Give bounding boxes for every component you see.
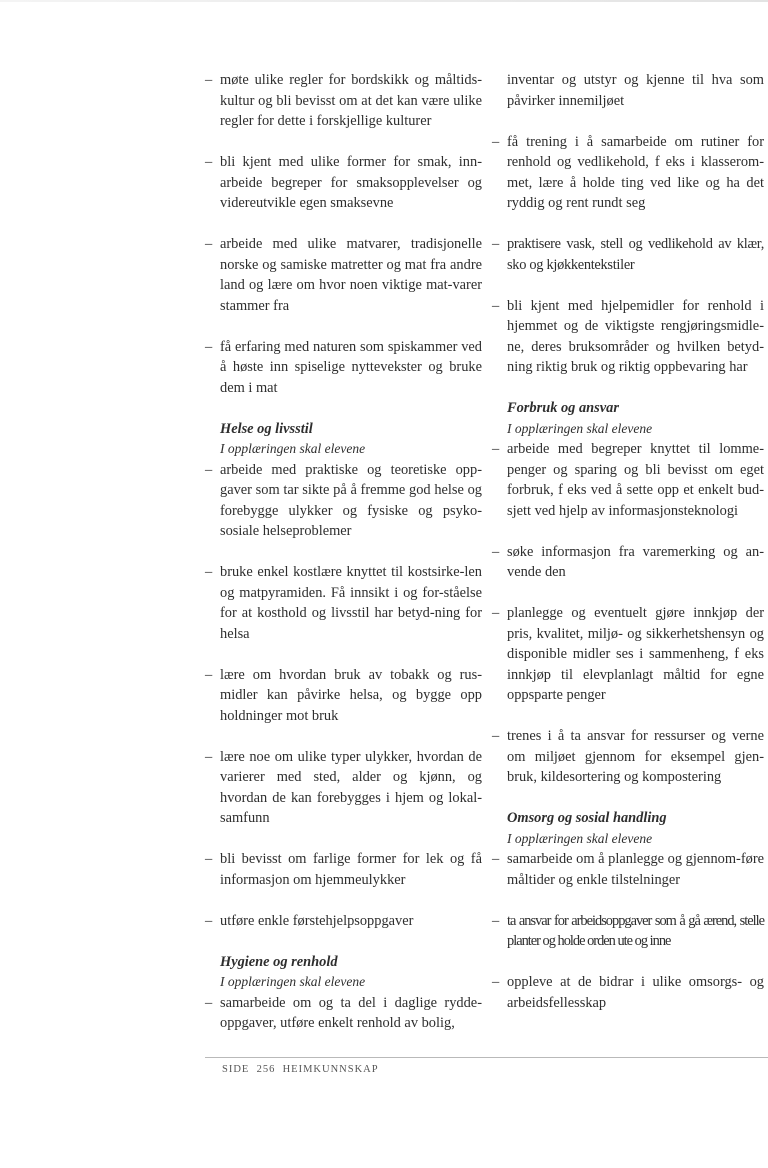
section-subheading: I opplæringen skal elevene	[507, 830, 653, 846]
bullet-dash: –	[205, 851, 213, 867]
bullet-dash: –	[205, 994, 213, 1011]
list-item	[205, 460, 482, 542]
list-item	[492, 849, 764, 890]
list-item	[492, 726, 764, 788]
list-item	[205, 911, 482, 932]
list-item-text: bli kjent med hjelpemidler for renhold i hjemmet og de viktigste rengjøringsmidle-ne, deres bruksområder og hvilken betyd-ning riktig bruk og riktig oppbevaring har	[507, 297, 764, 375]
bullet-dash: –	[205, 236, 213, 252]
page-footer: SIDE 256 HEIMKUNNSKAP	[222, 1064, 379, 1075]
bullet-dash: –	[492, 297, 500, 314]
list-item-text: ta ansvar for arbeidsoppgaver som å gå ærend, stelle planter og holde orden ute og inne	[507, 912, 764, 949]
section-heading-helse: Helse og livsstil	[220, 420, 313, 437]
bullet-dash: –	[492, 236, 499, 252]
list-item-text: lære noe om ulike typer ulykker, hvordan de varierer med sted, alder og kjønn, og hvordan de kan forebygges i hjem og lokal-samfunn	[220, 748, 482, 826]
list-item	[492, 234, 764, 275]
bullet-dash: –	[492, 728, 500, 744]
list-item	[205, 70, 482, 132]
list-item-text: bli bevisst om farlige former for lek og få informasjon om hjemmeulykker	[220, 851, 482, 888]
bullet-dash: –	[205, 912, 213, 929]
list-item-text: arbeide med praktiske og teoretiske opp-gaver som tar sikte på å fremme god helse og forebygge ulykker og fysiske og psyko-sosiale helseproblemer	[220, 461, 482, 539]
section-subheading: I opplæringen skal elevene	[507, 420, 653, 436]
list-item	[492, 542, 764, 583]
list-item-text: oppleve at de bidrar i ulike omsorgs- og arbeidsfellesskap	[507, 974, 764, 1011]
bullet-dash: –	[205, 748, 213, 765]
list-item-text: arbeide med ulike matvarer, tradisjonelle norske og samiske matretter og mat fra andre land og lære om hvor noen viktige mat-varer stammer fra	[220, 236, 482, 314]
list-item-text: få trening i å samarbeide om rutiner for renhold og vedlikehold, f eks i klasserom-met, lære å holde ting ved like og ha det ryddig og rent rundt seg	[507, 133, 764, 211]
bullet-dash: –	[492, 441, 500, 457]
left-column	[205, 70, 482, 1054]
bullet-dash: –	[205, 461, 213, 478]
bullet-dash: –	[492, 133, 500, 150]
footer-rule	[205, 1057, 768, 1058]
list-item	[492, 132, 764, 214]
section-heading-hygiene: Hygiene og renhold	[220, 953, 338, 970]
bullet-dash: –	[205, 666, 213, 683]
continued-text: inventar og utstyr og kjenne til hva som påvirker innemiljøet	[507, 72, 764, 109]
list-item	[205, 152, 482, 214]
page-top-edge	[0, 0, 768, 2]
bullet-dash: –	[492, 974, 500, 990]
list-item	[492, 296, 764, 378]
list-item-text: samarbeide om og ta del i daglige rydde-oppgaver, utføre enkelt renhold av bolig,	[220, 994, 482, 1031]
list-item-text: møte ulike regler for bordskikk og måltids-kultur og bli bevisst om at det kan være ulike regler for dette i forskjellige kulturer	[220, 72, 482, 129]
list-item-text: få erfaring med naturen som spiskammer ved å høste inn spiselige nyttevekster og bruke dem i mat	[220, 338, 482, 396]
list-item	[492, 603, 764, 706]
list-item	[205, 747, 482, 829]
section-heading-forbruk: Forbruk og ansvar	[507, 400, 619, 416]
list-item-text: arbeide med begreper knyttet til lomme-penger og sparing og bli bevisst om eget forbruk, f eks ved å sette opp et enkelt bud-sjett ved hjelp av informasjonsteknologi	[507, 441, 764, 519]
list-item-text: søke informasjon fra varemerking og an-vende den	[507, 543, 764, 580]
list-item-text: lære om hvordan bruk av tobakk og rus-midler kan påvirke helsa, og bygge opp holdninger mot bruk	[220, 666, 482, 724]
bullet-dash: –	[492, 912, 499, 929]
list-item	[205, 993, 482, 1034]
bullet-dash: –	[205, 154, 213, 170]
list-item	[205, 337, 482, 399]
list-item	[492, 439, 764, 521]
section-subheading: I opplæringen skal elevene	[220, 441, 366, 456]
list-item	[492, 911, 764, 952]
list-item-text: bli kjent med ulike former for smak, inn-arbeide begreper for smaksopplevelser og videreutvikle egen smaksevne	[220, 154, 482, 211]
list-item-text: bruke enkel kostlære knyttet til kostsirke-len og matpyramiden. Få innsikt i og for-ståelse for at kosthold og livsstil har betyd-ning for helsa	[220, 564, 482, 642]
bullet-dash: –	[492, 605, 500, 621]
section-subheading: I opplæringen skal elevene	[220, 974, 366, 989]
list-item	[205, 665, 482, 727]
list-item	[205, 562, 482, 644]
bullet-dash: –	[492, 543, 500, 560]
list-item	[205, 234, 482, 316]
list-item-text: praktisere vask, stell og vedlikehold av klær, sko og kjøkkentekstiler	[507, 236, 764, 273]
list-item-text: samarbeide om å planlegge og gjennom-føre måltider og enkle tilstelninger	[507, 851, 764, 888]
section-heading-omsorg: Omsorg og sosial handling	[507, 810, 667, 826]
list-item-text: planlegge og eventuelt gjøre innkjøp der pris, kvalitet, miljø- og sikkerhetshensyn og disponible midler ses i sammenheng, f eks innkjøp til elevplanlagt måltid for egne oppsparte penger	[507, 605, 764, 703]
bullet-dash: –	[205, 564, 213, 580]
list-item-text: utføre enkle førstehjelpsoppgaver	[220, 912, 414, 929]
list-item	[492, 972, 764, 1013]
right-column	[492, 70, 764, 1034]
list-item	[205, 849, 482, 890]
bullet-dash: –	[205, 72, 213, 88]
bullet-dash: –	[205, 338, 213, 355]
list-item-text: trenes i å ta ansvar for ressurser og verne om miljøet gjennom for eksempel gjen-bruk, kildesortering og kompostering	[507, 728, 764, 785]
bullet-dash: –	[492, 851, 500, 867]
